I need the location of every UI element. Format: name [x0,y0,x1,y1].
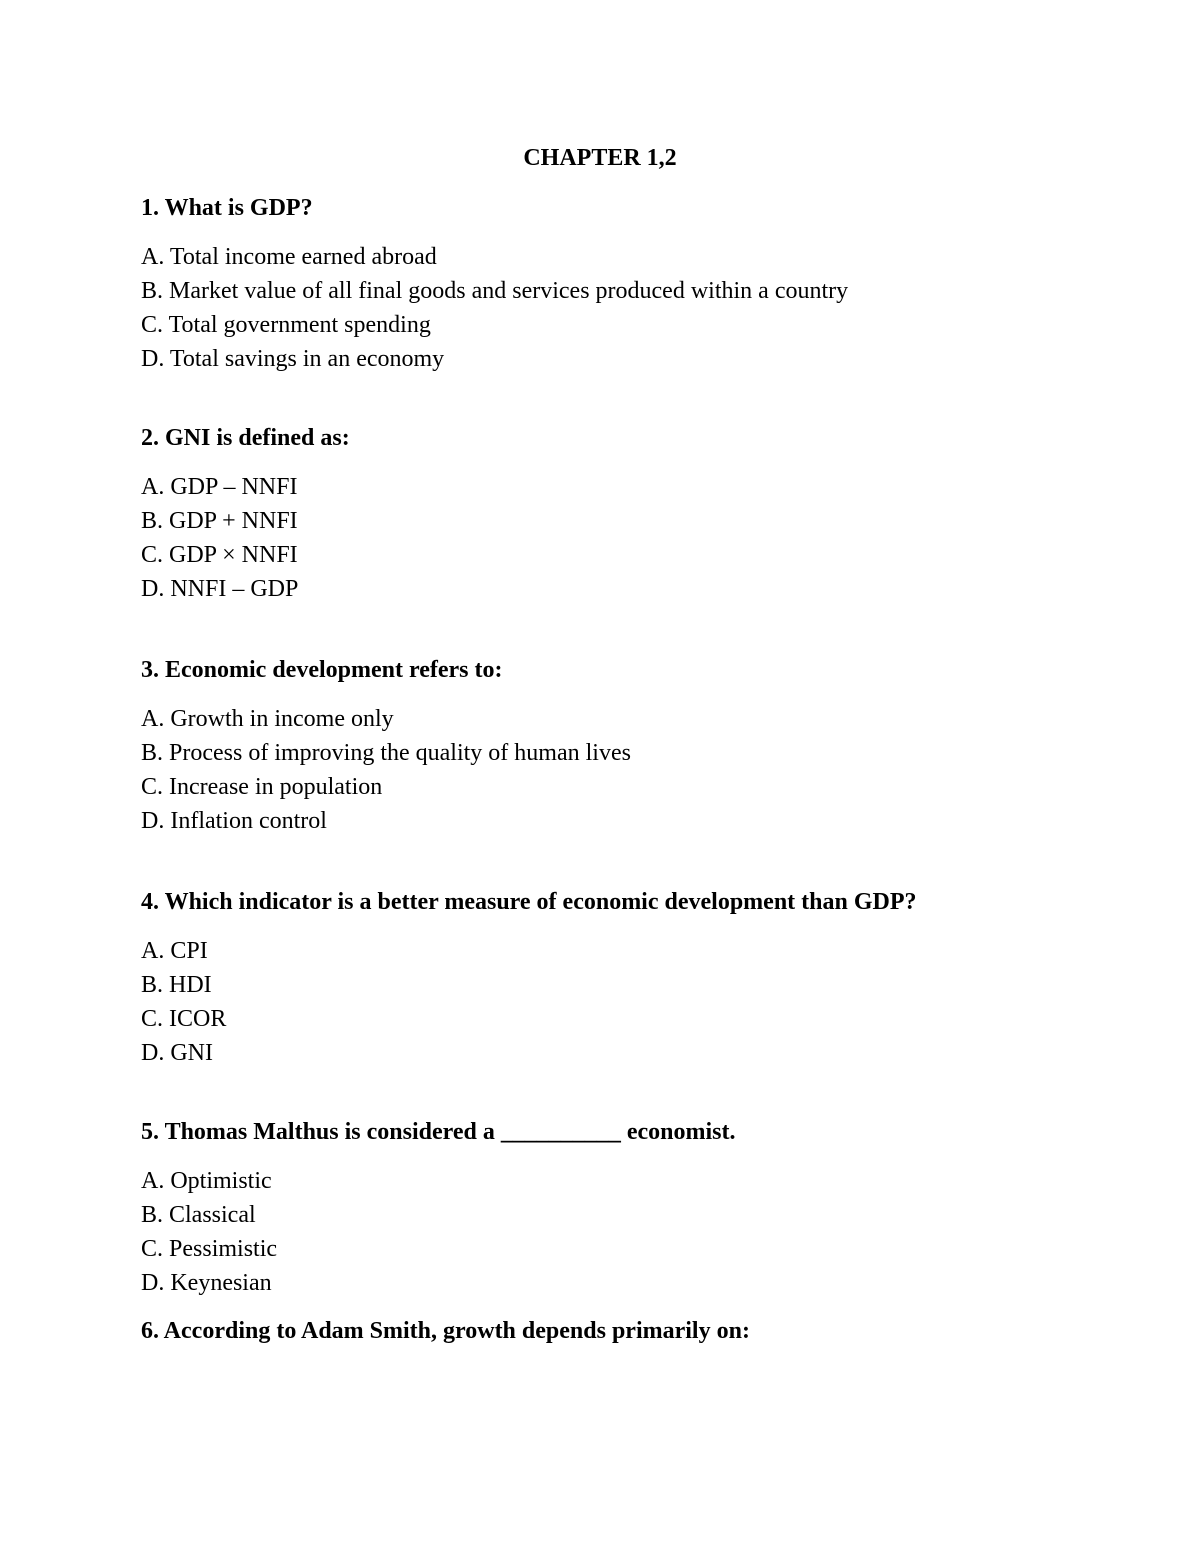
option-b: B. Classical [141,1202,256,1228]
question-text: 1. What is GDP? [141,195,313,221]
answer-options [141,702,1141,838]
page-title: CHAPTER 1,2 [523,145,677,171]
option-a: A. CPI [141,938,208,964]
option-c: C. Total government spending [141,312,431,338]
question-text: 6. According to Adam Smith, growth depends primarily on: [141,1318,750,1344]
option-a: A. Optimistic [141,1168,272,1194]
answer-options [141,1164,1141,1300]
answer-options [141,934,1141,1070]
question-text: 3. Economic development refers to: [141,657,503,683]
question-text: 5. Thomas Malthus is considered a __________ economist. [141,1119,736,1145]
option-c: C. ICOR [141,1006,227,1032]
question-2 [141,422,1141,606]
option-a: A. GDP – NNFI [141,474,298,500]
option-d: D. Keynesian [141,1270,272,1296]
question-text: 2. GNI is defined as: [141,425,350,451]
question-5 [141,1116,1141,1300]
option-d: D. NNFI – GDP [141,576,299,602]
option-b: B. Process of improving the quality of human lives [141,740,631,766]
option-d: D. Total savings in an economy [141,346,445,372]
option-c: C. GDP × NNFI [141,542,298,568]
question-text: 4. Which indicator is a better measure of economic development than GDP? [141,889,917,915]
option-b: B. GDP + NNFI [141,508,298,534]
option-a: A. Growth in income only [141,706,394,732]
question-6 [141,1315,1141,1347]
option-c: C. Pessimistic [141,1236,278,1262]
answer-options [141,470,1141,606]
option-b: B. HDI [141,972,212,998]
question-4 [141,886,1141,1070]
option-b: B. Market value of all final goods and services produced within a country [141,278,849,304]
question-3 [141,654,1141,838]
option-c: C. Increase in population [141,774,383,800]
question-1 [141,192,1141,376]
option-a: A. Total income earned abroad [141,244,437,270]
option-d: D. GNI [141,1040,213,1066]
option-d: D. Inflation control [141,808,327,834]
answer-options [141,240,1141,376]
